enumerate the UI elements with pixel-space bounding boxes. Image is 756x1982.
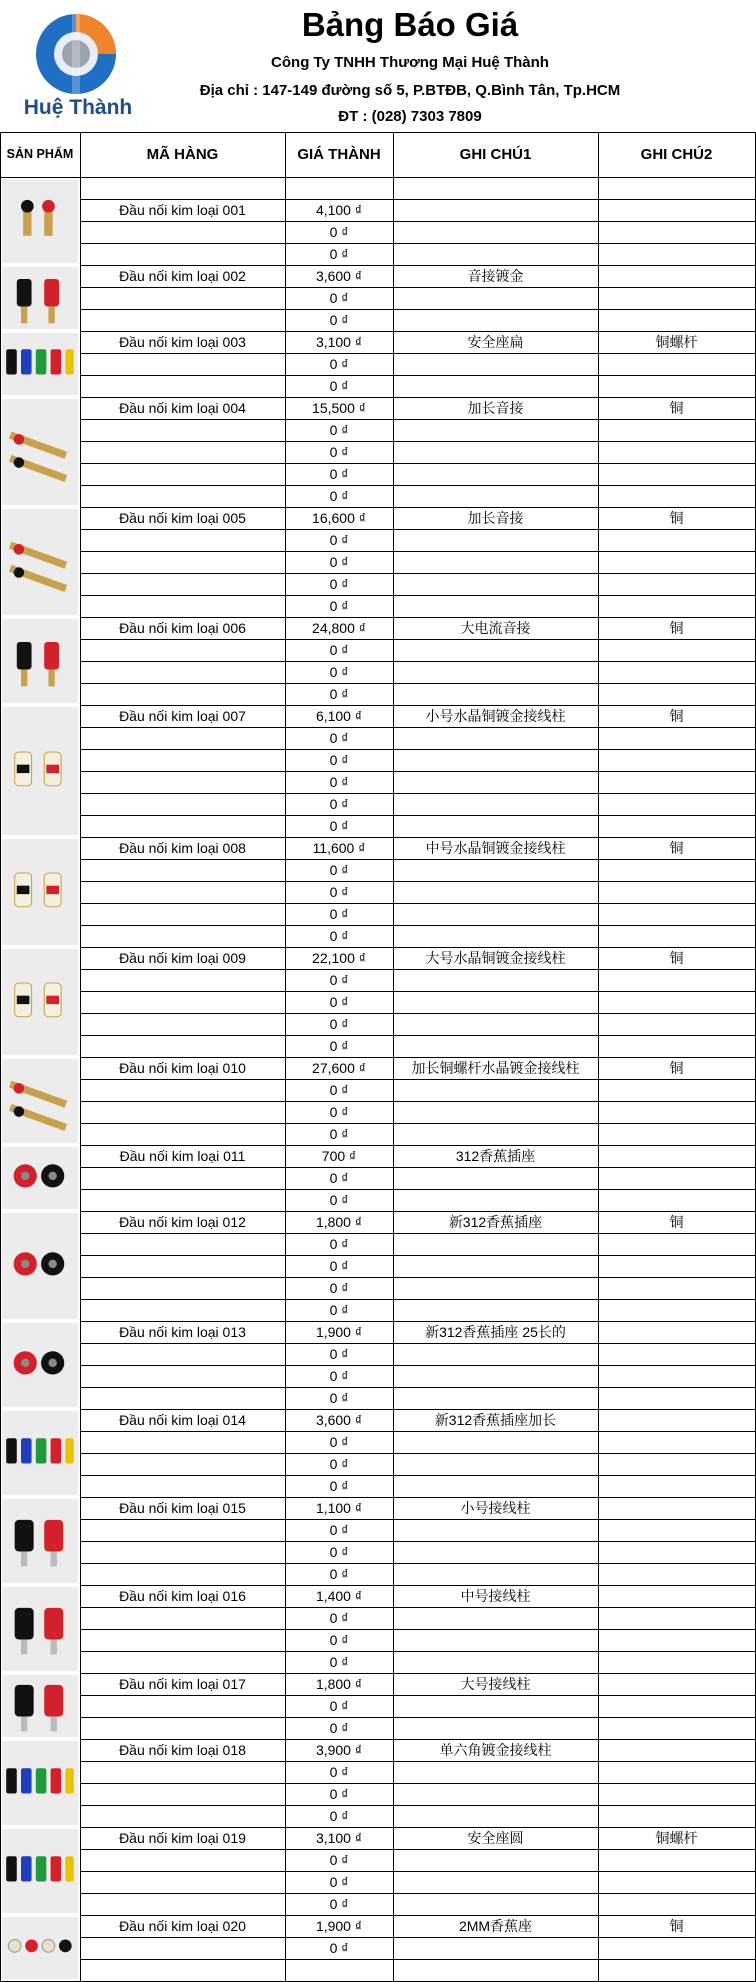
gold-post-pair-icon (2, 179, 78, 263)
product-note1: 2MM香蕉座 (458, 1918, 533, 1934)
zero-price: 0 ₫ (329, 972, 349, 988)
product-price: 3,600 ₫ (315, 268, 363, 284)
zero-price: 0 ₫ (329, 1016, 349, 1032)
grid-line (80, 815, 756, 816)
black-red-post-icon (2, 619, 78, 703)
zero-price: 0 ₫ (329, 1390, 349, 1406)
product-note2: 铜 (669, 1060, 684, 1076)
grid-line (80, 1563, 756, 1564)
product-image (2, 619, 78, 703)
product-code: Đầu nối kim loại 012 (119, 1214, 246, 1230)
product-note2: 铜 (669, 620, 684, 636)
product-price: 1,800 ₫ (315, 1214, 363, 1230)
zero-price: 0 ₫ (329, 642, 349, 658)
zero-price: 0 ₫ (329, 906, 349, 922)
grid-line (80, 837, 756, 838)
grid-line (80, 529, 756, 530)
zero-price: 0 ₫ (329, 488, 349, 504)
grid-line (80, 1739, 756, 1740)
product-code: Đầu nối kim loại 018 (119, 1742, 246, 1758)
grid-line (80, 265, 756, 266)
crystal-post-icon (2, 707, 78, 835)
product-image (2, 509, 78, 615)
grid-line (80, 793, 756, 794)
grid-line (80, 573, 756, 574)
company-name: Công Ty TNHH Thương Mại Huệ Thành (271, 54, 549, 71)
product-note1: 安全座扁 (467, 334, 524, 350)
product-price: 3,100 ₫ (315, 1830, 363, 1846)
grid-line (80, 969, 756, 970)
grid-line (80, 375, 756, 376)
zero-price: 0 ₫ (329, 686, 349, 702)
grid-line (0, 132, 1, 1982)
product-note1: 新312香蕉插座 (448, 1214, 543, 1230)
grid-line (80, 903, 756, 904)
zero-price: 0 ₫ (329, 1082, 349, 1098)
grid-line (80, 1915, 756, 1916)
grid-line (80, 1585, 756, 1586)
product-code: Đầu nối kim loại 020 (119, 1918, 246, 1934)
grid-line (80, 309, 756, 310)
product-note2: 铜 (669, 840, 684, 856)
product-note1 (393, 199, 598, 221)
zero-price: 0 ₫ (329, 422, 349, 438)
zero-price: 0 ₫ (329, 1544, 349, 1560)
grid-line (0, 132, 81, 133)
zero-price: 0 ₫ (329, 1522, 349, 1538)
zero-price: 0 ₫ (329, 884, 349, 900)
product-note1: 加长音接 (467, 510, 524, 526)
grid-line (80, 771, 756, 772)
zero-price: 0 ₫ (329, 312, 349, 328)
grid-line (80, 1893, 756, 1894)
product-note2 (598, 1585, 755, 1607)
product-code: Đầu nối kim loại 017 (119, 1676, 246, 1692)
product-note2: 铜 (669, 1918, 684, 1934)
zero-price: 0 ₫ (329, 1764, 349, 1780)
product-price: 3,100 ₫ (315, 334, 363, 350)
product-code: Đầu nối kim loại 006 (119, 620, 246, 636)
company-logo (22, 10, 134, 122)
product-note1: 大号水晶铜镀金接线柱 (425, 950, 566, 966)
product-code: Đầu nối kim loại 014 (119, 1412, 246, 1428)
page-title: Bảng Báo Giá (301, 6, 519, 43)
product-image (2, 839, 78, 945)
long-gold-post-icon (2, 399, 78, 505)
crystal-post-icon (2, 949, 78, 1055)
product-code: Đầu nối kim loại 002 (119, 268, 246, 284)
colored-post-set-icon (2, 1829, 78, 1913)
grid-line (80, 749, 756, 750)
product-note2 (598, 265, 755, 287)
product-price: 3,900 ₫ (315, 1742, 363, 1758)
product-price: 4,100 ₫ (315, 202, 363, 218)
product-image (2, 1829, 78, 1913)
zero-price: 0 ₫ (329, 1808, 349, 1824)
banana-socket-icon (2, 1213, 78, 1319)
logo-text: Huệ Thành (23, 96, 133, 119)
product-price: 1,100 ₫ (315, 1500, 363, 1516)
product-price: 1,800 ₫ (315, 1676, 363, 1692)
product-image (2, 1147, 78, 1209)
product-note1: 大电流音接 (460, 620, 531, 636)
product-price: 16,600 ₫ (312, 510, 366, 526)
product-code: Đầu nối kim loại 011 (119, 1148, 246, 1164)
long-gold-post-icon (2, 1059, 78, 1143)
product-image (2, 1059, 78, 1143)
grid-line (80, 1167, 756, 1168)
product-note2 (598, 1321, 755, 1343)
zero-price: 0 ₫ (329, 576, 349, 592)
product-price: 3,600 ₫ (315, 1412, 363, 1428)
small-jack-icon (2, 1917, 78, 1979)
product-code: Đầu nối kim loại 016 (119, 1588, 246, 1604)
zero-price: 0 ₫ (329, 554, 349, 570)
product-note1: 小号水晶铜镀金接线柱 (425, 708, 566, 724)
colored-post-set-icon (2, 1741, 78, 1825)
product-image (2, 1213, 78, 1319)
colored-post-set-icon (2, 1411, 78, 1495)
product-note2 (598, 1497, 755, 1519)
grid-line (80, 463, 756, 464)
grid-line (80, 595, 756, 596)
product-image (2, 1917, 78, 1979)
grid-line (80, 947, 756, 948)
zero-price: 0 ₫ (329, 796, 349, 812)
product-code: Đầu nối kim loại 003 (119, 334, 246, 350)
product-note1: 加长铜螺杆水晶镀金接线柱 (411, 1060, 580, 1076)
zero-price: 0 ₫ (329, 444, 349, 460)
column-header: MÃ HÀNG (146, 146, 219, 163)
zero-price: 0 ₫ (329, 818, 349, 834)
grid-line (393, 132, 394, 1982)
grid-line (80, 1299, 756, 1300)
product-note1: 中号水晶铜镀金接线柱 (425, 840, 566, 856)
product-note2 (598, 199, 755, 221)
product-note1: 单六角镀金接线柱 (439, 1742, 552, 1758)
price-table (0, 132, 756, 1982)
grid-line (80, 683, 756, 684)
grid-line (80, 1255, 756, 1256)
zero-price: 0 ₫ (329, 1192, 349, 1208)
grid-line (80, 221, 756, 222)
zero-price: 0 ₫ (329, 774, 349, 790)
product-code: Đầu nối kim loại 005 (119, 510, 246, 526)
zero-price: 0 ₫ (329, 664, 349, 680)
zero-price: 0 ₫ (329, 378, 349, 394)
grid-line (80, 1629, 756, 1630)
zero-price: 0 ₫ (329, 1302, 349, 1318)
zero-price: 0 ₫ (329, 1368, 349, 1384)
product-note1: 小号接线柱 (460, 1500, 531, 1516)
product-note1: 音接镀金 (467, 268, 524, 284)
grid-line (80, 1123, 756, 1124)
zero-price: 0 ₫ (329, 246, 349, 262)
grid-line (80, 1079, 756, 1080)
product-code: Đầu nối kim loại 013 (119, 1324, 246, 1340)
column-header: GHI CHÚ1 (459, 146, 532, 163)
grid-line (80, 1233, 756, 1234)
binding-post-icon (2, 1587, 78, 1671)
product-price: 6,100 ₫ (315, 708, 363, 724)
product-price: 1,900 ₫ (315, 1324, 363, 1340)
product-code: Đầu nối kim loại 010 (119, 1060, 246, 1076)
long-gold-post-icon (2, 509, 78, 615)
grid-line (80, 1475, 756, 1476)
grid-line (80, 331, 756, 332)
grid-line (80, 1387, 756, 1388)
zero-price: 0 ₫ (329, 994, 349, 1010)
grid-line (80, 1849, 756, 1850)
grid-line (80, 705, 756, 706)
zero-price: 0 ₫ (329, 1104, 349, 1120)
grid-line (80, 991, 756, 992)
product-image (2, 1499, 78, 1583)
grid-line (80, 551, 756, 552)
product-price: 1,900 ₫ (315, 1918, 363, 1934)
binding-post-icon (2, 1499, 78, 1583)
zero-price: 0 ₫ (329, 1632, 349, 1648)
grid-line (80, 1277, 756, 1278)
column-header: GHI CHÚ2 (640, 146, 713, 163)
grid-line (80, 287, 756, 288)
product-code: Đầu nối kim loại 019 (119, 1830, 246, 1846)
colored-post-set-icon (2, 333, 78, 395)
zero-price: 0 ₫ (329, 1720, 349, 1736)
zero-price: 0 ₫ (329, 1874, 349, 1890)
zero-price: 0 ₫ (329, 1478, 349, 1494)
zero-price: 0 ₫ (329, 356, 349, 372)
product-price: 15,500 ₫ (312, 400, 366, 416)
grid-line (80, 132, 81, 1982)
product-note1: 大号接线柱 (460, 1676, 531, 1692)
product-note2 (598, 1145, 755, 1167)
product-image (2, 1411, 78, 1495)
grid-line (80, 1343, 756, 1344)
product-note2: 铜 (669, 1214, 684, 1230)
zero-price: 0 ₫ (329, 1610, 349, 1626)
grid-line (80, 243, 756, 244)
page-header (0, 0, 756, 130)
grid-line (80, 1937, 756, 1938)
zero-price: 0 ₫ (329, 1698, 349, 1714)
product-note2: 铜螺杆 (655, 1830, 698, 1846)
grid-line (80, 1541, 756, 1542)
banana-socket-icon (2, 1147, 78, 1209)
product-code: Đầu nối kim loại 007 (119, 708, 246, 724)
grid-line (80, 441, 756, 442)
zero-price: 0 ₫ (329, 1786, 349, 1802)
grid-line (80, 132, 756, 133)
product-image (2, 179, 78, 263)
grid-line (80, 617, 756, 618)
grid-line (80, 1761, 756, 1762)
zero-price: 0 ₫ (329, 730, 349, 746)
grid-line (80, 1453, 756, 1454)
zero-price: 0 ₫ (329, 928, 349, 944)
grid-line (80, 1959, 756, 1960)
zero-price: 0 ₫ (329, 1852, 349, 1868)
product-note2 (598, 1673, 755, 1695)
grid-line (80, 1695, 756, 1696)
zero-price: 0 ₫ (329, 1654, 349, 1670)
product-image (2, 399, 78, 505)
grid-line (80, 1057, 756, 1058)
product-note1: 新312香蕉插座 25长的 (425, 1324, 566, 1340)
zero-price: 0 ₫ (329, 290, 349, 306)
grid-line (80, 485, 756, 486)
zero-price: 0 ₫ (329, 1280, 349, 1296)
product-price: 11,600 ₫ (312, 840, 366, 856)
product-image (2, 1587, 78, 1671)
product-price: 27,600 ₫ (312, 1060, 366, 1076)
product-code: Đầu nối kim loại 004 (119, 400, 246, 416)
product-image (2, 1675, 78, 1737)
zero-price: 0 ₫ (329, 1038, 349, 1054)
grid-line (80, 881, 756, 882)
grid-line (80, 397, 756, 398)
grid-line (80, 1145, 756, 1146)
zero-price: 0 ₫ (329, 1566, 349, 1582)
banana-socket-icon (2, 1323, 78, 1407)
zero-price: 0 ₫ (329, 224, 349, 240)
product-code: Đầu nối kim loại 015 (119, 1500, 246, 1516)
binding-post-icon (2, 1675, 78, 1737)
product-price: 22,100 ₫ (312, 950, 366, 966)
grid-line (80, 1365, 756, 1366)
grid-line (80, 1673, 756, 1674)
grid-line (80, 1013, 756, 1014)
grid-line (80, 925, 756, 926)
grid-line (80, 1431, 756, 1432)
product-note1: 加长音接 (467, 400, 524, 416)
product-note2 (598, 1409, 755, 1431)
product-image (2, 333, 78, 395)
zero-price: 0 ₫ (329, 532, 349, 548)
grid-line (80, 1871, 756, 1872)
zero-price: 0 ₫ (329, 1170, 349, 1186)
zero-price: 0 ₫ (329, 466, 349, 482)
zero-price: 0 ₫ (329, 1456, 349, 1472)
logo-icon (32, 10, 120, 98)
column-header: GIÁ THÀNH (297, 146, 381, 163)
grid-line (80, 859, 756, 860)
zero-price: 0 ₫ (329, 1940, 349, 1956)
product-note2 (598, 1739, 755, 1761)
product-note2: 铜螺杆 (655, 334, 698, 350)
company-address: Địa chỉ : 147-149 đường số 5, P.BTĐB, Q.Bình Tân, Tp.HCM (199, 82, 621, 99)
product-note1: 312香蕉插座 (455, 1148, 536, 1164)
grid-line (80, 1717, 756, 1718)
product-image (2, 267, 78, 329)
grid-line (80, 1189, 756, 1190)
column-header: SẢN PHẨM (6, 147, 74, 161)
crystal-post-icon (2, 839, 78, 945)
grid-line (80, 507, 756, 508)
zero-price: 0 ₫ (329, 1434, 349, 1450)
grid-line (285, 132, 286, 1982)
grid-line (80, 1409, 756, 1410)
grid-line (80, 639, 756, 640)
product-code: Đầu nối kim loại 009 (119, 950, 246, 966)
zero-price: 0 ₫ (329, 862, 349, 878)
product-price: 700 ₫ (321, 1148, 357, 1164)
grid-line (80, 1519, 756, 1520)
zero-price: 0 ₫ (329, 1346, 349, 1362)
product-note2: 铜 (669, 708, 684, 724)
zero-price: 0 ₫ (329, 1258, 349, 1274)
grid-line (80, 1651, 756, 1652)
grid-line (80, 1101, 756, 1102)
product-note1: 安全座圆 (467, 1830, 524, 1846)
grid-line (80, 1035, 756, 1036)
product-image (2, 1323, 78, 1407)
grid-line (80, 1827, 756, 1828)
grid-line (0, 177, 81, 178)
product-image (2, 707, 78, 835)
grid-line (598, 132, 599, 1982)
product-image (2, 949, 78, 1055)
grid-line (80, 199, 756, 200)
product-note1: 新312香蕉插座加长 (434, 1412, 557, 1428)
product-note1: 中号接线柱 (460, 1588, 531, 1604)
grid-line (80, 1497, 756, 1498)
grid-line (80, 727, 756, 728)
zero-price: 0 ₫ (329, 1126, 349, 1142)
product-code: Đầu nối kim loại 001 (119, 202, 246, 218)
product-note2: 铜 (669, 510, 684, 526)
product-price: 24,800 ₫ (312, 620, 366, 636)
grid-line (80, 1805, 756, 1806)
zero-price: 0 ₫ (329, 1236, 349, 1252)
black-red-post-icon (2, 267, 78, 329)
zero-price: 0 ₫ (329, 1896, 349, 1912)
grid-line (80, 1211, 756, 1212)
grid-line (80, 661, 756, 662)
product-note2: 铜 (669, 950, 684, 966)
grid-line (80, 1607, 756, 1608)
product-code: Đầu nối kim loại 008 (119, 840, 246, 856)
grid-line (80, 1783, 756, 1784)
grid-line (80, 1321, 756, 1322)
product-price: 1,400 ₫ (315, 1588, 363, 1604)
product-note2: 铜 (669, 400, 684, 416)
zero-price: 0 ₫ (329, 752, 349, 768)
grid-line (80, 353, 756, 354)
company-phone: ĐT : (028) 7303 7809 (338, 108, 482, 125)
grid-line (80, 419, 756, 420)
grid-line (80, 177, 756, 178)
product-image (2, 1741, 78, 1825)
zero-price: 0 ₫ (329, 598, 349, 614)
